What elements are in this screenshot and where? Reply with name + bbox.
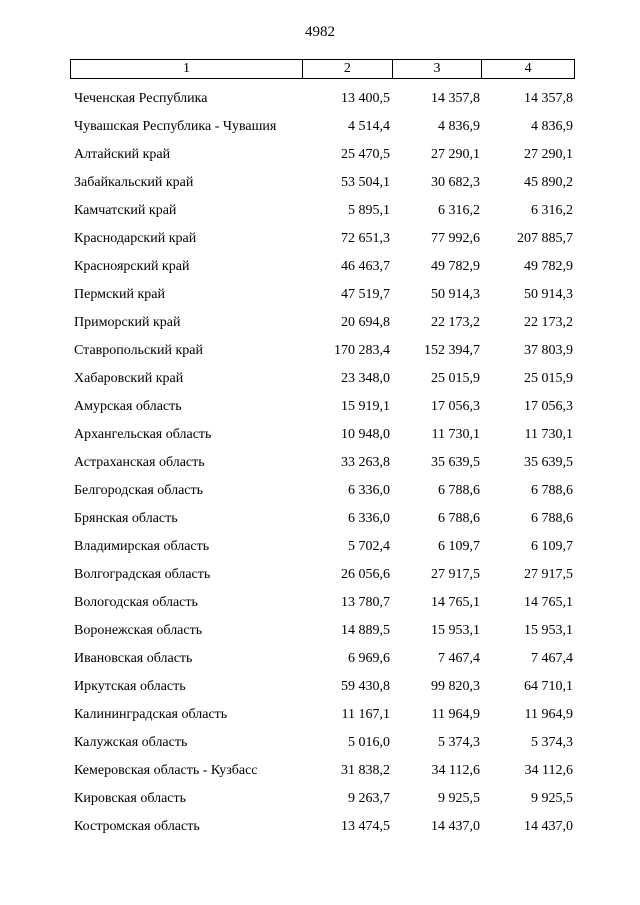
value-col-3-cell: 27 917,5 xyxy=(431,567,480,582)
value-col-4-cell: 27 290,1 xyxy=(524,147,573,162)
value-col-3-cell: 9 925,5 xyxy=(438,791,480,806)
value-col-3-cell: 27 290,1 xyxy=(431,147,480,162)
value-col-4-cell: 49 782,9 xyxy=(524,259,573,274)
value-col-3-cell: 152 394,7 xyxy=(424,343,480,358)
value-col-3-cell: 11 964,9 xyxy=(431,707,480,722)
region-name-cell: Алтайский край xyxy=(74,147,171,162)
region-name-cell: Красноярский край xyxy=(74,259,190,274)
table-row xyxy=(70,589,575,617)
value-col-2-cell: 53 504,1 xyxy=(341,175,390,190)
value-col-3-cell: 77 992,6 xyxy=(431,231,480,246)
value-col-3-cell: 6 109,7 xyxy=(438,539,480,554)
table-row xyxy=(70,393,575,421)
value-col-4-cell: 9 925,5 xyxy=(531,791,573,806)
table-body xyxy=(70,85,575,841)
value-col-2-cell: 59 430,8 xyxy=(341,679,390,694)
region-name-cell: Вологодская область xyxy=(74,595,198,610)
value-col-3-cell: 34 112,6 xyxy=(431,763,480,778)
value-col-2-cell: 47 519,7 xyxy=(341,287,390,302)
value-col-3-cell: 99 820,3 xyxy=(431,679,480,694)
region-name-cell: Забайкальский край xyxy=(74,175,194,190)
value-col-2-cell: 6 969,6 xyxy=(348,651,390,666)
table-row xyxy=(70,421,575,449)
value-col-3-cell: 14 765,1 xyxy=(431,595,480,610)
value-col-4-cell: 6 788,6 xyxy=(531,511,573,526)
value-col-4-cell: 37 803,9 xyxy=(524,343,573,358)
table-row xyxy=(70,673,575,701)
value-col-2-cell: 23 348,0 xyxy=(341,371,390,386)
table-row xyxy=(70,505,575,533)
table-row xyxy=(70,533,575,561)
value-col-3-cell: 4 836,9 xyxy=(438,119,480,134)
value-col-3-cell: 49 782,9 xyxy=(431,259,480,274)
value-col-2-cell: 33 263,8 xyxy=(341,455,390,470)
region-name-cell: Белгородская область xyxy=(74,483,204,498)
value-col-3-cell: 7 467,4 xyxy=(438,651,480,666)
value-col-4-cell: 6 109,7 xyxy=(531,539,573,554)
table-row xyxy=(70,561,575,589)
table-header xyxy=(70,59,575,79)
value-col-3-cell: 11 730,1 xyxy=(431,427,480,442)
region-name-cell: Волгоградская область xyxy=(74,567,211,582)
region-name-cell: Костромская область xyxy=(74,819,200,834)
value-col-4-cell: 6 788,6 xyxy=(531,483,573,498)
table-row xyxy=(70,85,575,113)
value-col-2-cell: 31 838,2 xyxy=(341,763,390,778)
table-row xyxy=(70,253,575,281)
table-row xyxy=(70,729,575,757)
value-col-3-cell: 5 374,3 xyxy=(438,735,480,750)
value-col-4-cell: 14 765,1 xyxy=(524,595,573,610)
table-row xyxy=(70,477,575,505)
region-name-cell: Приморский край xyxy=(74,315,181,330)
region-name-cell: Кемеровская область - Кузбасс xyxy=(74,763,258,778)
value-col-2-cell: 72 651,3 xyxy=(341,231,390,246)
value-col-4-cell: 64 710,1 xyxy=(524,679,573,694)
value-col-2-cell: 5 016,0 xyxy=(348,735,390,750)
value-col-2-cell: 4 514,4 xyxy=(348,119,390,134)
value-col-2-cell: 6 336,0 xyxy=(348,483,390,498)
table-row xyxy=(70,225,575,253)
value-col-2-cell: 20 694,8 xyxy=(341,315,390,330)
value-col-4-cell: 22 173,2 xyxy=(524,315,573,330)
table-row xyxy=(70,169,575,197)
table-row xyxy=(70,701,575,729)
table-row xyxy=(70,337,575,365)
region-name-cell: Брянская область xyxy=(74,511,178,526)
column-header-3: 3 xyxy=(392,60,482,78)
table-row xyxy=(70,449,575,477)
value-col-4-cell: 4 836,9 xyxy=(531,119,573,134)
value-col-3-cell: 22 173,2 xyxy=(431,315,480,330)
data-table xyxy=(70,59,575,841)
region-name-cell: Ивановская область xyxy=(74,651,193,666)
column-header-2: 2 xyxy=(302,60,392,78)
region-name-cell: Чеченская Республика xyxy=(74,91,208,106)
value-col-3-cell: 50 914,3 xyxy=(431,287,480,302)
page-number: 4982 xyxy=(305,24,335,40)
region-name-cell: Пермский край xyxy=(74,287,165,302)
region-name-cell: Краснодарский край xyxy=(74,231,197,246)
value-col-4-cell: 50 914,3 xyxy=(524,287,573,302)
value-col-4-cell: 5 374,3 xyxy=(531,735,573,750)
region-name-cell: Камчатский край xyxy=(74,203,177,218)
value-col-4-cell: 6 316,2 xyxy=(531,203,573,218)
region-name-cell: Хабаровский край xyxy=(74,371,184,386)
region-name-cell: Воронежская область xyxy=(74,623,203,638)
value-col-4-cell: 34 112,6 xyxy=(524,763,573,778)
value-col-3-cell: 35 639,5 xyxy=(431,455,480,470)
value-col-4-cell: 35 639,5 xyxy=(524,455,573,470)
value-col-4-cell: 7 467,4 xyxy=(531,651,573,666)
table-row xyxy=(70,617,575,645)
value-col-4-cell: 14 437,0 xyxy=(524,819,573,834)
table-row xyxy=(70,813,575,841)
value-col-2-cell: 14 889,5 xyxy=(341,623,390,638)
column-header-1: 1 xyxy=(183,61,191,76)
value-col-2-cell: 5 702,4 xyxy=(348,539,390,554)
region-name-cell: Астраханская область xyxy=(74,455,205,470)
value-col-3-cell: 25 015,9 xyxy=(431,371,480,386)
value-col-3-cell: 30 682,3 xyxy=(431,175,480,190)
region-name-cell: Кировская область xyxy=(74,791,187,806)
value-col-2-cell: 15 919,1 xyxy=(341,399,390,414)
value-col-2-cell: 9 263,7 xyxy=(348,791,390,806)
value-col-2-cell: 46 463,7 xyxy=(341,259,390,274)
region-name-cell: Архангельская область xyxy=(74,427,212,442)
region-name-cell: Владимирская область xyxy=(74,539,210,554)
value-col-3-cell: 6 788,6 xyxy=(438,511,480,526)
table-row xyxy=(70,281,575,309)
value-col-3-cell: 17 056,3 xyxy=(431,399,480,414)
value-col-2-cell: 5 895,1 xyxy=(348,203,390,218)
table-row xyxy=(70,757,575,785)
value-col-4-cell: 11 730,1 xyxy=(524,427,573,442)
value-col-4-cell: 11 964,9 xyxy=(524,707,573,722)
value-col-2-cell: 10 948,0 xyxy=(341,427,390,442)
value-col-2-cell: 11 167,1 xyxy=(341,707,390,722)
value-col-3-cell: 6 316,2 xyxy=(438,203,480,218)
value-col-4-cell: 25 015,9 xyxy=(524,371,573,386)
value-col-3-cell: 14 437,0 xyxy=(431,819,480,834)
table-row xyxy=(70,785,575,813)
value-col-2-cell: 13 780,7 xyxy=(341,595,390,610)
value-col-3-cell: 6 788,6 xyxy=(438,483,480,498)
table-row xyxy=(70,141,575,169)
value-col-3-cell: 15 953,1 xyxy=(431,623,480,638)
value-col-4-cell: 15 953,1 xyxy=(524,623,573,638)
region-name-cell: Амурская область xyxy=(74,399,182,414)
table-row xyxy=(70,113,575,141)
table-row xyxy=(70,197,575,225)
table-row xyxy=(70,365,575,393)
value-col-2-cell: 26 056,6 xyxy=(341,567,390,582)
value-col-2-cell: 13 400,5 xyxy=(341,91,390,106)
value-col-4-cell: 17 056,3 xyxy=(524,399,573,414)
value-col-4-cell: 45 890,2 xyxy=(524,175,573,190)
value-col-4-cell: 27 917,5 xyxy=(524,567,573,582)
value-col-2-cell: 25 470,5 xyxy=(341,147,390,162)
value-col-2-cell: 6 336,0 xyxy=(348,511,390,526)
value-col-4-cell: 207 885,7 xyxy=(517,231,573,246)
value-col-2-cell: 170 283,4 xyxy=(334,343,390,358)
region-name-cell: Калужская область xyxy=(74,735,188,750)
region-name-cell: Ставропольский край xyxy=(74,343,203,358)
region-name-cell: Чувашская Республика - Чувашия xyxy=(74,119,277,134)
region-name-cell: Калининградская область xyxy=(74,707,228,722)
column-header-4: 4 xyxy=(481,60,574,78)
value-col-2-cell: 13 474,5 xyxy=(341,819,390,834)
table-row xyxy=(70,645,575,673)
value-col-4-cell: 14 357,8 xyxy=(524,91,573,106)
value-col-3-cell: 14 357,8 xyxy=(431,91,480,106)
table-row xyxy=(70,309,575,337)
region-name-cell: Иркутская область xyxy=(74,679,186,694)
